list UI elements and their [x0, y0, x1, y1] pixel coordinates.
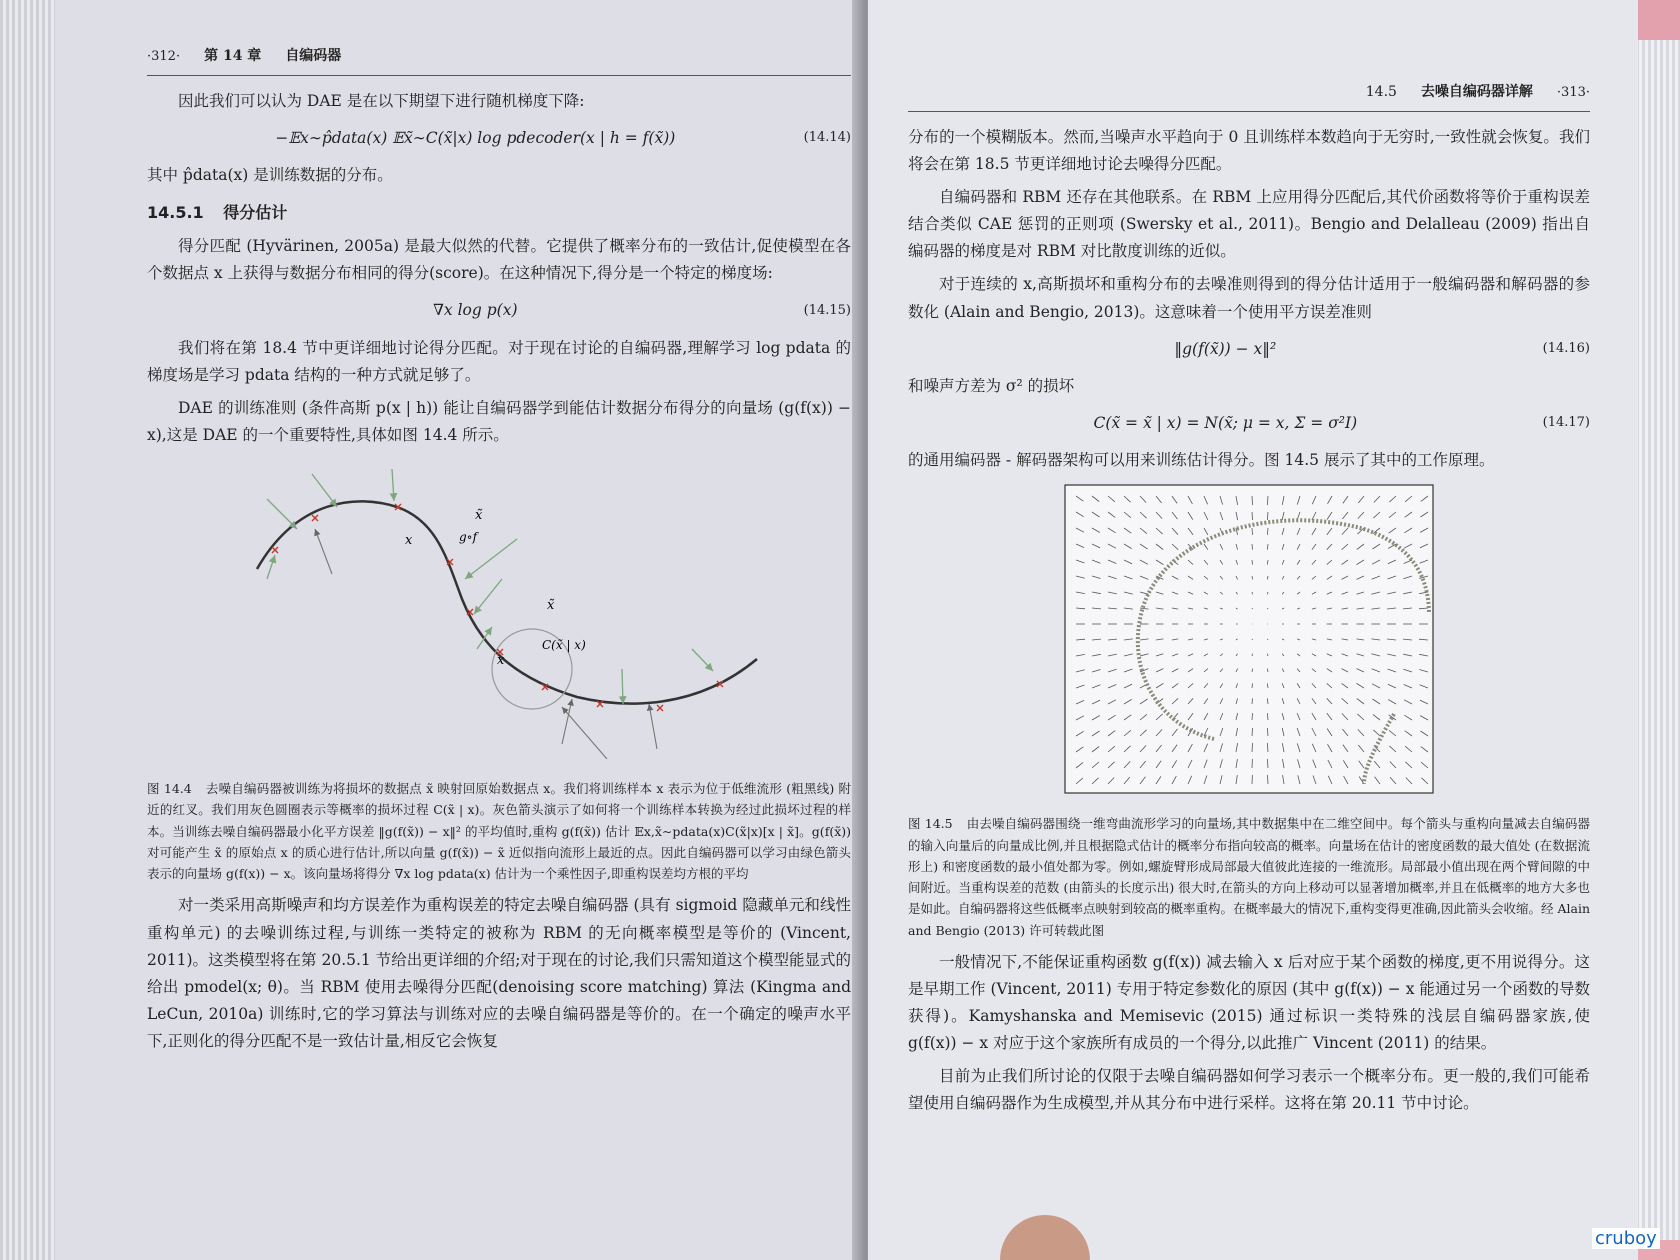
- label-xtilde-mid: x̃: [547, 598, 555, 613]
- book-page-edges-left: [0, 0, 60, 1260]
- vector-arrow: [1252, 698, 1253, 704]
- section-number: 14.5.1: [147, 203, 204, 223]
- vector-arrow: [1252, 713, 1253, 720]
- paragraph-discuss: 我们将在第 18.4 节中更详细地讨论得分匹配。对于现在讨论的自编码器,理解学习 log pdata 的梯度场是学习 pdata 结构的一种方式就足够了。: [147, 338, 851, 384]
- section-title: 得分估计: [223, 203, 288, 223]
- left-page: [55, 0, 865, 1260]
- equation-number: (14.17): [1542, 415, 1590, 431]
- equation-expression: C(x̃ = x̃ | x) = N(x̃; μ = x, Σ = σ²I): [1093, 413, 1358, 432]
- label-xtilde-top: x̃: [475, 508, 483, 523]
- chapter-label: 第 14 章: [204, 48, 262, 64]
- vector-arrow: [1252, 496, 1253, 505]
- vector-arrow: [1252, 728, 1253, 736]
- paragraph-dae: DAE 的训练准则 (条件高斯 p(x | h)) 能让自编码器学到能估计数据分布得分的向量场 (g(f(x)) − x),这是 DAE 的一个重要特性,具体如图 14.4 所示。: [147, 398, 851, 444]
- vector-arrow: [1267, 639, 1268, 640]
- chapter-title: 自编码器: [285, 48, 342, 64]
- section-number: 14.5: [1365, 84, 1397, 100]
- paragraph-5: 目前为止我们所讨论的仅限于去噪自编码器如何学习表示一个概率分布。更一般的,我们可能希望使用自编码器作为生成模型,并从其分布中进行采样。这将在第 20.11 节中讨论。: [908, 1067, 1590, 1113]
- paragraph-noise: 和噪声方差为 σ² 的损坏: [908, 376, 1075, 395]
- caption-text: 由去噪自编码器围绕一维弯曲流形学习的向量场,其中数据集中在二维空间中。每个箭头与重构向量减去自编码器的输入向量后的向量成比例,并且根据隐式估计的概率分布指向较高的概率。向量场在估计的密度函数的最大值处 (在数据流形上) 和密度函数的最小值处都为零。例如,螺旋臂形成局部最大值彼此连接的一维流形。局部最小值出现在两个臂间隙的中间附近。当重构误差的范数 (由箭头的长度示出) 很大时,在箭头的方向上移动可以显著增加概率,并且在低概率的地方大多也是如此。自编码器将这些低概率点映射到较高的概率重构。在概率最大的情况下,重构变得更准确,因此箭头会收缩。经 Alain and Bengio (2013) 许可转载此图: [908, 816, 1590, 938]
- paragraph-3: 对于连续的 x,高斯损坏和重构分布的去噪准则得到的得分估计适用于一般编码器和解码器的参数化 (Alain and Bengio, 2013)。这意味着一个使用平方误差准则: [908, 275, 1590, 321]
- figure-14-4-caption: [147, 778, 851, 884]
- label-gof: g∘f: [459, 530, 478, 544]
- paragraph-where: 其中 p̂data(x) 是训练数据的分布。: [147, 166, 393, 184]
- equation-14-17: [908, 410, 1590, 437]
- vector-arrow: [1268, 775, 1269, 784]
- label-x-mid: x: [497, 653, 505, 668]
- page-number: ·312·: [147, 49, 181, 64]
- figure-14-4: [147, 459, 851, 768]
- right-page: [868, 0, 1638, 1260]
- right-running-header: [908, 80, 1590, 112]
- manifold-diagram: [147, 459, 847, 759]
- vector-arrow: [1252, 654, 1253, 656]
- vector-arrow: [1252, 608, 1253, 609]
- paragraph-general: 的通用编码器 - 解码器架构可以用来训练估计得分。图 14.5 展示了其中的工作原理。: [908, 451, 1495, 469]
- vector-arrow: [1252, 639, 1253, 640]
- vector-arrow: [1252, 544, 1253, 550]
- label-x-top: x: [405, 533, 413, 548]
- equation-number: (14.15): [803, 302, 851, 318]
- paragraph-1: 分布的一个模糊版本。然而,当噪声水平趋向于 0 且训练样本数趋向于无穷时,一致性就会恢复。我们将会在第 18.5 节更详细地讨论去噪得分匹配。: [908, 127, 1590, 173]
- data-manifold-curve: [257, 501, 757, 703]
- paragraph-intro: 因此我们可以认为 DAE 是在以下期望下进行随机梯度下降:: [178, 91, 585, 110]
- vector-arrow: [1252, 528, 1253, 535]
- paragraph-score: 得分匹配 (Hyvärinen, 2005a) 是最大似然的代替。它提供了概率分布的一致估计,促使模型在各个数据点 x 上获得与数据分布相同的得分(score)。在这种情况下,得分是一个特定的梯度场:: [147, 237, 851, 283]
- equation-number: (14.14): [803, 130, 851, 146]
- equation-number: (14.16): [1542, 340, 1590, 356]
- vector-arrow: [1252, 512, 1253, 520]
- vector-arrow: [1252, 576, 1253, 579]
- vector-arrow: [1252, 669, 1253, 672]
- left-running-header: [147, 44, 851, 76]
- vector-arrow: [1252, 592, 1253, 594]
- paragraph-bottom: 对一类采用高斯噪声和均方误差作为重构误差的特定去噪自编码器 (具有 sigmoid 隐藏单元和线性重构单元) 的去噪训练过程,与训练一类特定的被称为 RBM 的无向概率模型是等价的 (Vincent, 2011)。这类模型将在第 20.5.1 节给出更详细的介绍;对于现在的讨论,我们只需知道这个模型能显式的给出 pmodel(x; θ)。当 RBM 使用去噪得分匹配(denoising score matching) 算法 (Kingma and LeCun, 2010a) 训练时,它的学习算法与训练对应的去噪自编码器是等价的。在一个确定的噪声水平下,正则化的得分匹配不是一致估计量,相反它会恢复: [147, 896, 851, 1050]
- training-points-red-crosses: [272, 504, 723, 711]
- caption-text: 去噪自编码器被训练为将损坏的数据点 x̃ 映射回原始数据点 x。我们将训练样本 x 表示为位于低维流形 (粗黑线) 附近的红叉。我们用灰色圆圈表示等概率的损坏过程 C(x̃ | x)。灰色箭头演示了如何将一个训练样本转换为经过此损坏过程的样本。当训练去噪自编码器最小化平方误差 ‖g(f(x̃)) − x‖² 的平均值时,重构 g(f(x̃)) 估计 𝔼x,x̃∼pdata(x)C(x̃|x)[x | x̃]。g(f(x̃)) 对可能产生 x̃ 的原始点 x 的质心进行估计,所以向量 g(f(x̃)) − x̃ 近似指向流形上最近的点。因此自编码器可以学习由绿色箭头表示的向量场 g(f(x)) − x。该向量场将得分 ∇x log pdata(x) 估计为一个乘性因子,即重构误差均方根的平均: [147, 781, 851, 882]
- vector-arrow: [1267, 608, 1268, 609]
- caption-label: 图 14.5: [908, 816, 953, 832]
- section-title: 去噪自编码器详解: [1420, 84, 1533, 100]
- vector-arrow: [1252, 684, 1253, 689]
- equation-14-16: [908, 336, 1590, 363]
- section-heading: [147, 199, 851, 227]
- equation-14-14: [147, 125, 851, 152]
- page-number: ·313·: [1556, 85, 1590, 100]
- watermark: cruboy: [1592, 1228, 1660, 1249]
- vector-arrow: [1252, 560, 1253, 565]
- equation-expression: ‖g(f(x̃)) − x‖²: [1174, 339, 1277, 358]
- paragraph-2: 自编码器和 RBM 还存在其他联系。在 RBM 上应用得分匹配后,其代价函数将等价于重构误差结合类似 CAE 惩罚的正则项 (Swersky et al., 2011)。Bengio and Delalleau (2009) 指出自编码器的梯度是对 RBM 对比散度训练的近似。: [908, 188, 1590, 261]
- paragraph-4: 一般情况下,不能保证重构函数 g(f(x)) 减去输入 x 后对应于某个函数的梯度,更不用说得分。这是早期工作 (Vincent, 2011) 专用于特定参数化的原因 (其中 g(f(x)) − x 能通过另一个函数的导数获得)。Kamyshanska and Memisevic (2015) 通过标识一类特殊的浅层自编码器家族,使 g(f(x)) − x 对应于这个家族所有成员的一个得分,以此推广 Vincent (2011) 的结果。: [908, 952, 1590, 1053]
- equation-14-15: [147, 297, 851, 324]
- caption-label: 图 14.4: [147, 781, 192, 797]
- equation-expression: −𝔼x∼p̂data(x) 𝔼x̃∼C(x̃|x) log pdecoder(x | h = f(x̃)): [275, 128, 676, 147]
- label-corruption: C(x̃ | x): [542, 638, 586, 652]
- vector-arrow: [1252, 743, 1253, 752]
- vector-field-plot: [1064, 484, 1434, 794]
- figure-14-5: [908, 484, 1590, 803]
- equation-expression: ∇x log p(x): [433, 301, 518, 320]
- figure-14-5-caption: [908, 813, 1590, 941]
